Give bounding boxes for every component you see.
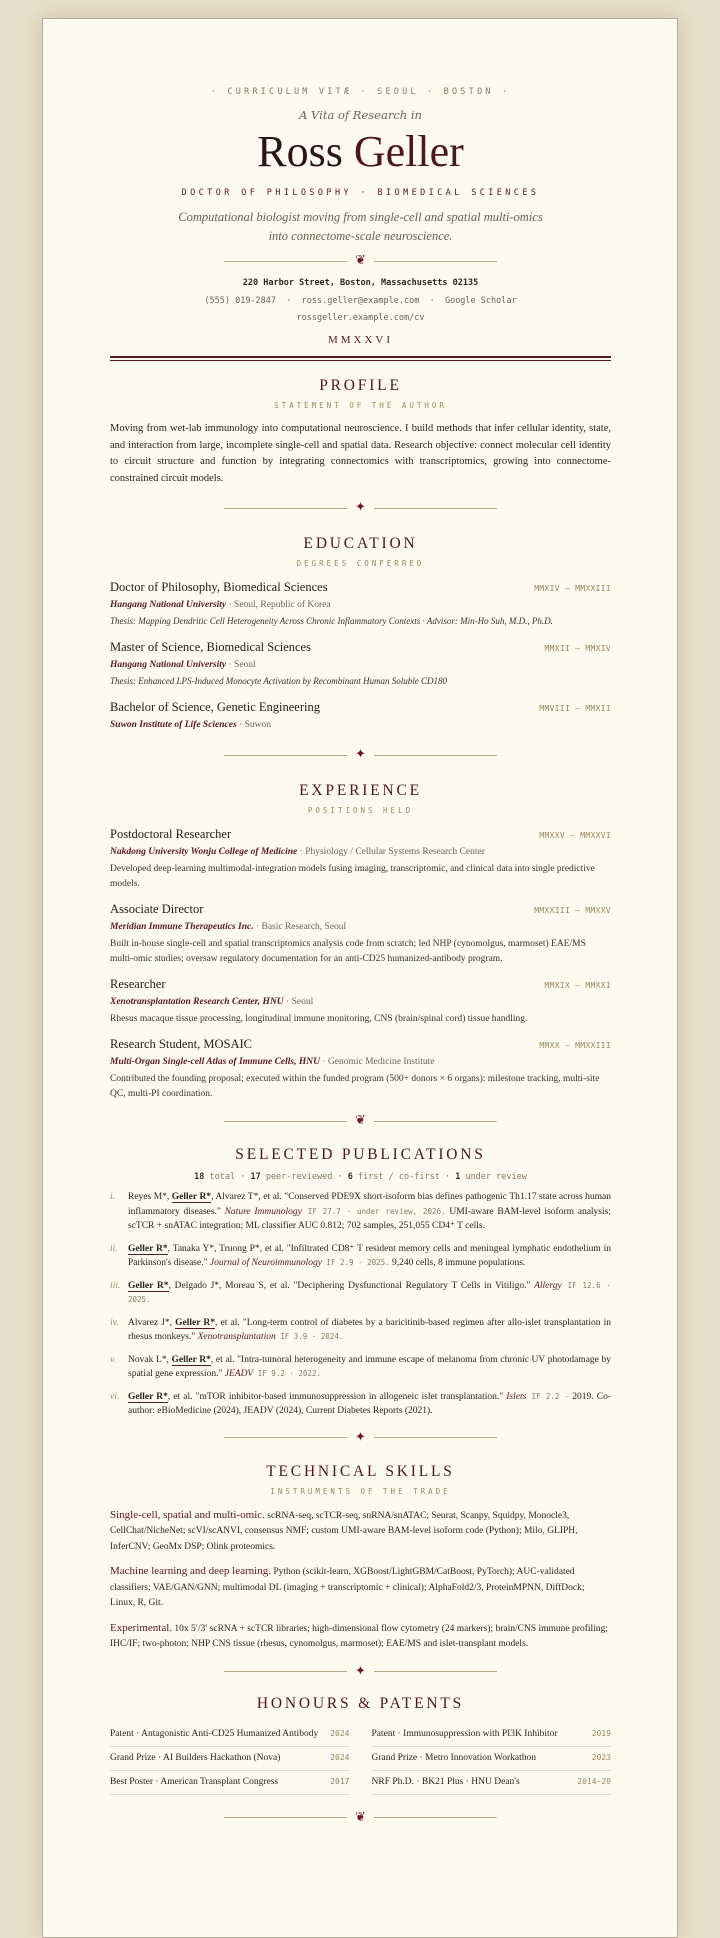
entry-institution: Hangang National University <box>110 600 227 611</box>
entry-date: MMXXIII – MMXXV <box>534 906 611 916</box>
entry-title: Bachelor of Science, Genetic Engineering <box>110 700 320 715</box>
entry-location: · Suwon <box>236 720 271 731</box>
experience-entry <box>110 902 611 967</box>
entry-description: Contributed the founding proposal; executed within the funded program (500+ donors × 6 organs): milestone tracking, multi-site QC, multi-PI coordination. <box>110 1074 600 1100</box>
tagline <box>110 208 611 246</box>
publication-note: 2019. Co-author: eBioMedicine (2024), JEADV (2024), Current Diabetes Reports (2021). <box>128 1391 611 1417</box>
section-title: TECHNICAL SKILLS <box>266 1462 455 1480</box>
phone: (555) 019-2847 <box>204 296 277 307</box>
honour-item <box>110 1771 350 1795</box>
entry-thesis: Thesis: Mapping Dendritic Cell Heterogeneity Across Chronic Inflammatory Contexts · Advisor: Min-Ho Suh, M.D., Ph.D. <box>110 616 553 627</box>
entry-date: MMXIX – MMXXI <box>544 981 611 991</box>
publication-item <box>110 1353 611 1382</box>
entry-location: · Seoul <box>226 660 256 671</box>
entry-location: · Basic Research, Seoul <box>253 922 347 933</box>
first-name: Ross <box>257 127 343 176</box>
address: 220 Harbor Street, Boston, Massachusetts 02135 <box>242 278 479 289</box>
stat-total-label: total <box>204 1172 236 1183</box>
publication-number: vi. <box>110 1391 120 1402</box>
author-self: Geller R* <box>128 1280 169 1291</box>
honour-item <box>110 1723 350 1747</box>
publication-item <box>110 1190 611 1234</box>
header-subtitle: A Vita of Research in <box>299 108 422 122</box>
publication-number: v. <box>110 1354 116 1365</box>
entry-date: MMXXV – MMXXVI <box>539 831 611 841</box>
entry-institution: Nakdong University Wonju College of Medicine <box>110 847 298 858</box>
honour-item <box>372 1723 612 1747</box>
honour-title: Best Poster · American Transplant Congress <box>110 1776 279 1787</box>
honour-year: 2024 <box>330 1752 350 1762</box>
ornament-divider <box>110 254 611 268</box>
entry-location: · Genomic Medicine Institute <box>320 1057 435 1068</box>
entry-title: Postdoctoral Researcher <box>110 827 232 842</box>
publication-meta: IF 27.7 · under review, 2026. <box>301 1206 446 1216</box>
author-self: Geller R* <box>128 1243 168 1254</box>
honour-year: 2017 <box>330 1776 350 1786</box>
ornament-divider <box>110 501 611 515</box>
section-title: EDUCATION <box>303 535 418 553</box>
honour-title: Grand Prize · AI Builders Hackathon (Nova) <box>110 1752 281 1763</box>
education-section <box>110 535 611 730</box>
profile-section <box>110 377 611 487</box>
honour-title: Patent · Antagonistic Anti-CD25 Humanized Antibody <box>110 1728 319 1739</box>
author-self: Geller R* <box>171 1192 212 1203</box>
website-link[interactable]: rossgeller.example.com/cv <box>296 313 425 324</box>
honours-grid <box>110 1723 611 1795</box>
honour-year: 2014–20 <box>577 1776 611 1786</box>
entry-date: MMVIII – MMXII <box>539 704 611 714</box>
entry-date: MMXII – MMXIV <box>544 644 611 654</box>
section-subtitle: DEGREES CONFERRED <box>296 559 425 569</box>
diamond-icon: ✦ <box>355 500 366 516</box>
skill-value: 10x 5′/3′ scRNA + scTCR libraries; high-dimensional flow cytometry (24 markers); brain/CNS immune profiling; IHC/IF; two-photon; NHP CNS tissue (rhesus, cynomolgus, marmoset); EAE/MS and islet-transplant models. <box>110 1623 608 1650</box>
degree-line: DOCTOR OF PHILOSOPHY · BIOMEDICAL SCIENCES <box>181 188 540 199</box>
author-self: Geller R* <box>175 1317 216 1328</box>
publication-number: ii. <box>110 1243 118 1254</box>
publication-title: , Delgado J*, Moreau S, et al. "Deciphering Dysfunctional Regulatory T Cells in Vitiligo." <box>168 1280 535 1291</box>
stat-total: 18 <box>194 1172 205 1183</box>
publication-title: , et al. "Long-term control of diabetes by a baricitinib-based regimen after allo-islet transplantation in rhesus monkeys." <box>128 1317 611 1343</box>
honour-year: 2023 <box>591 1752 611 1762</box>
section-title: HONOURS & PATENTS <box>256 1694 465 1712</box>
skill-value: scRNA-seq, scTCR-seq, snRNA/snATAC; Seurat, Scanpy, Squidpy, Monocle3, CellChat/NicheNet; scVI/scANVI, consensus NMF; custom UMI-aware BAM-level isoform code (Python); Milo, GLIPH, InferCNV; GeoMx DSP; Olink proteomics. <box>110 1510 578 1552</box>
skill-key: Single-cell, spatial and multi-omic. <box>110 1508 265 1521</box>
ornament-divider <box>110 1114 611 1128</box>
ornament-divider <box>110 1811 611 1825</box>
journal-name: Islets <box>506 1391 527 1402</box>
publication-authors-pre: Novak L*, <box>128 1354 172 1365</box>
education-entry <box>110 580 611 626</box>
entry-date: MMXX – MMXXIII <box>539 1041 611 1051</box>
publication-body <box>128 1190 611 1234</box>
publication-item <box>110 1316 611 1345</box>
person-name <box>110 128 611 176</box>
publications-section <box>110 1146 611 1419</box>
journal-name: Journal of Neuroimmunology <box>209 1258 322 1269</box>
stat-sep: · <box>332 1172 348 1183</box>
experience-section <box>110 782 611 1102</box>
stat-first: 6 <box>347 1172 353 1183</box>
publication-body <box>128 1242 611 1271</box>
publication-authors-pre: Reyes M*, <box>128 1192 172 1203</box>
section-title: SELECTED PUBLICATIONS <box>235 1146 486 1164</box>
entry-description: Rhesus macaque tissue processing, longitudinal immune monitoring, CNS (brain/spinal cord) tissue handling. <box>110 1014 528 1025</box>
publication-title: , Alvarez T*, et al. "Conserved PDE9X short-isoform bias defines pathogenic Th1.17 state across human inflammatory diseases." <box>128 1192 612 1217</box>
publication-item <box>110 1279 611 1308</box>
scholar-link[interactable]: Google Scholar <box>444 296 517 307</box>
publication-title: , et al. "mTOR inhibitor-based immunosuppression in allogeneic islet transplantation." <box>167 1391 507 1402</box>
publication-meta: IF 2.2 · <box>526 1391 570 1401</box>
diamond-icon: ✦ <box>355 1429 366 1445</box>
diamond-icon: ✦ <box>355 1663 366 1679</box>
section-subtitle: STATEMENT OF THE AUTHOR <box>274 401 447 411</box>
ornament-divider <box>110 748 611 762</box>
skills-section <box>110 1463 611 1653</box>
ornament-divider <box>110 1431 611 1445</box>
entry-title: Doctor of Philosophy, Biomedical Sciences <box>110 580 328 595</box>
publication-meta: IF 2.9 · 2025. <box>321 1258 390 1268</box>
honour-item <box>110 1747 350 1771</box>
entry-location: · Seoul <box>283 997 314 1008</box>
honour-title: Patent · Immunosuppression with PI3K Inhibitor <box>371 1728 558 1739</box>
stat-first-label: first / co-first <box>352 1172 440 1183</box>
entry-title: Research Student, MOSAIC <box>110 1037 252 1052</box>
entry-institution: Meridian Immune Therapeutics Inc. <box>110 922 254 933</box>
skill-key: Machine learning and deep learning. <box>110 1565 271 1578</box>
skill-group <box>110 1564 611 1612</box>
diamond-icon: ✦ <box>355 747 366 763</box>
tagline-line-2: into connectome-scale neuroscience. <box>268 229 453 244</box>
entry-title: Researcher <box>110 977 166 992</box>
education-entry <box>110 700 611 730</box>
publication-body <box>128 1316 611 1345</box>
entry-title: Associate Director <box>110 902 204 917</box>
skill-group <box>110 1508 611 1556</box>
journal-name: JEADV <box>224 1369 254 1380</box>
stat-peer: 17 <box>250 1172 261 1183</box>
stat-review: 1 <box>455 1172 461 1183</box>
entry-title: Master of Science, Biomedical Sciences <box>110 640 311 655</box>
publication-item <box>110 1242 611 1271</box>
honour-item <box>372 1747 612 1771</box>
entry-institution: Suwon Institute of Life Sciences <box>110 720 237 731</box>
honour-title: Grand Prize · Metro Innovation Workathon <box>371 1752 536 1763</box>
publication-title: , et al. "Intra-tumoral heterogeneity and immune escape of melanoma from chronic UV photodamage by spatial gene expression." <box>128 1354 611 1380</box>
publication-note: 9,240 cells, 8 immune populations. <box>389 1258 526 1269</box>
publication-item <box>110 1390 611 1419</box>
year-roman: MMXXVI <box>327 334 394 347</box>
contact-line: (555) 019-2847 · ross.geller@example.com · Google Scholar <box>204 296 517 307</box>
entry-location: · Physiology / Cellular Systems Research Center <box>297 847 485 858</box>
honour-year: 2024 <box>330 1728 350 1738</box>
stat-peer-label: peer-reviewed <box>260 1172 333 1183</box>
profile-text: Moving from wet-lab immunology into computational neuroscience. I build methods that infer cellular identity, state, and interaction from large, incomplete single-cell and spatial data. Research objective: connect molecular cell identity to circuit structure and function by integrating connectomics with transcriptomics, growing into connectome-constrained circuit models. <box>110 423 611 484</box>
ornament-divider <box>110 1665 611 1679</box>
skill-key: Experimental. <box>110 1621 173 1634</box>
tagline-line-1: Computational biologist moving from single-cell and spatial multi-omics <box>178 210 543 225</box>
section-title: EXPERIENCE <box>299 782 422 800</box>
publication-body <box>128 1279 611 1308</box>
publication-note: UMI-aware BAM-level isoform analysis; scTCR + snATAC integration; ML classifier AUC 0.812; 702 samples, 251,055 CD4⁺ T cells. <box>128 1206 611 1232</box>
publication-body <box>128 1390 611 1419</box>
publication-meta: IF 3.9 · 2024. <box>275 1332 344 1342</box>
section-title: PROFILE <box>319 377 402 395</box>
publication-body <box>128 1353 611 1382</box>
header-kicker: · CURRICULUM VITÆ · SEOUL · BOSTON · <box>210 87 511 97</box>
skill-group <box>110 1621 611 1653</box>
entry-thesis: Thesis: Enhanced LPS-Induced Monocyte Activation by Recombinant Human Soluble CD180 <box>110 676 448 687</box>
entry-description: Built in-house single-cell and spatial transcriptomics analysis code from scratch; led NHP (cynomolgus, marmoset) EAE/MS multi-omic studies; oversaw regulatory documentation for an anti-CD25 humanized-antibody program. <box>110 939 586 965</box>
cv-header <box>110 19 611 346</box>
journal-name: Xenotransplantation <box>197 1332 276 1343</box>
publication-authors-pre: Alvarez J*, <box>128 1317 176 1328</box>
entry-institution: Multi-Organ Single-cell Atlas of Immune Cells, HNU <box>110 1057 320 1068</box>
section-subtitle: POSITIONS HELD <box>307 806 414 816</box>
publication-meta: IF 12.6 · 2025. <box>128 1280 612 1305</box>
entry-institution: Xenotransplantation Research Center, HNU <box>110 997 284 1008</box>
publication-number: iii. <box>110 1280 121 1291</box>
cv-sheet <box>42 18 678 1938</box>
entry-institution: Hangang National University <box>110 660 227 671</box>
publication-stats <box>110 1172 611 1182</box>
skill-value: Python (scikit-learn, XGBoost/LightGBM/CatBoost, PyTorch); AUC-validated classifiers; VAE/GAN/GNN; multimodal DL (imaging + transcriptomic + clinical); AlphaFold2/3, ProteinMPNN, DiffDock; Linux, R, Git. <box>110 1567 585 1609</box>
author-self: Geller R* <box>171 1354 211 1365</box>
experience-entry <box>110 1037 611 1102</box>
honour-item <box>372 1771 612 1795</box>
author-self: Geller R* <box>128 1391 168 1402</box>
publication-number: iv. <box>110 1317 119 1328</box>
stat-review-label: under review <box>460 1172 527 1183</box>
fleuron-icon: ❦ <box>355 253 366 269</box>
journal-name: Nature Immunology <box>224 1206 302 1217</box>
journal-name: Allergy <box>534 1280 562 1291</box>
publication-list <box>110 1190 611 1419</box>
honour-year: 2019 <box>591 1728 611 1738</box>
fleuron-icon: ❦ <box>355 1113 366 1129</box>
email-link[interactable]: ross.geller@example.com <box>301 296 420 307</box>
last-name: Geller <box>353 127 464 176</box>
publication-title: , Tanaka Y*, Truong P*, et al. "Infiltrated CD8⁺ T resident memory cells and meningeal lymphatic endothelium in Parkinson's disease." <box>128 1243 611 1269</box>
publication-meta: IF 9.2 · 2022. <box>253 1369 321 1379</box>
experience-entry <box>110 827 611 892</box>
honour-title: NRF Ph.D. · BK21 Plus · HNU Dean's <box>371 1776 520 1787</box>
entry-location: · Seoul, Republic of Korea <box>226 600 331 611</box>
fleuron-icon: ❦ <box>355 1809 366 1825</box>
publication-number: i. <box>110 1192 116 1203</box>
entry-date: MMXIV – MMXXIII <box>534 584 611 594</box>
section-subtitle: INSTRUMENTS OF THE TRADE <box>270 1486 451 1496</box>
header-rule <box>110 356 611 361</box>
stat-sep: · <box>439 1172 456 1183</box>
entry-description: Developed deep-learning multimodal-integration models fusing imaging, transcriptomic, and clinical data into single predictive models. <box>110 864 595 890</box>
education-entry <box>110 640 611 686</box>
stat-sep: · <box>235 1172 251 1183</box>
experience-entry <box>110 977 611 1027</box>
honours-section <box>110 1695 611 1795</box>
